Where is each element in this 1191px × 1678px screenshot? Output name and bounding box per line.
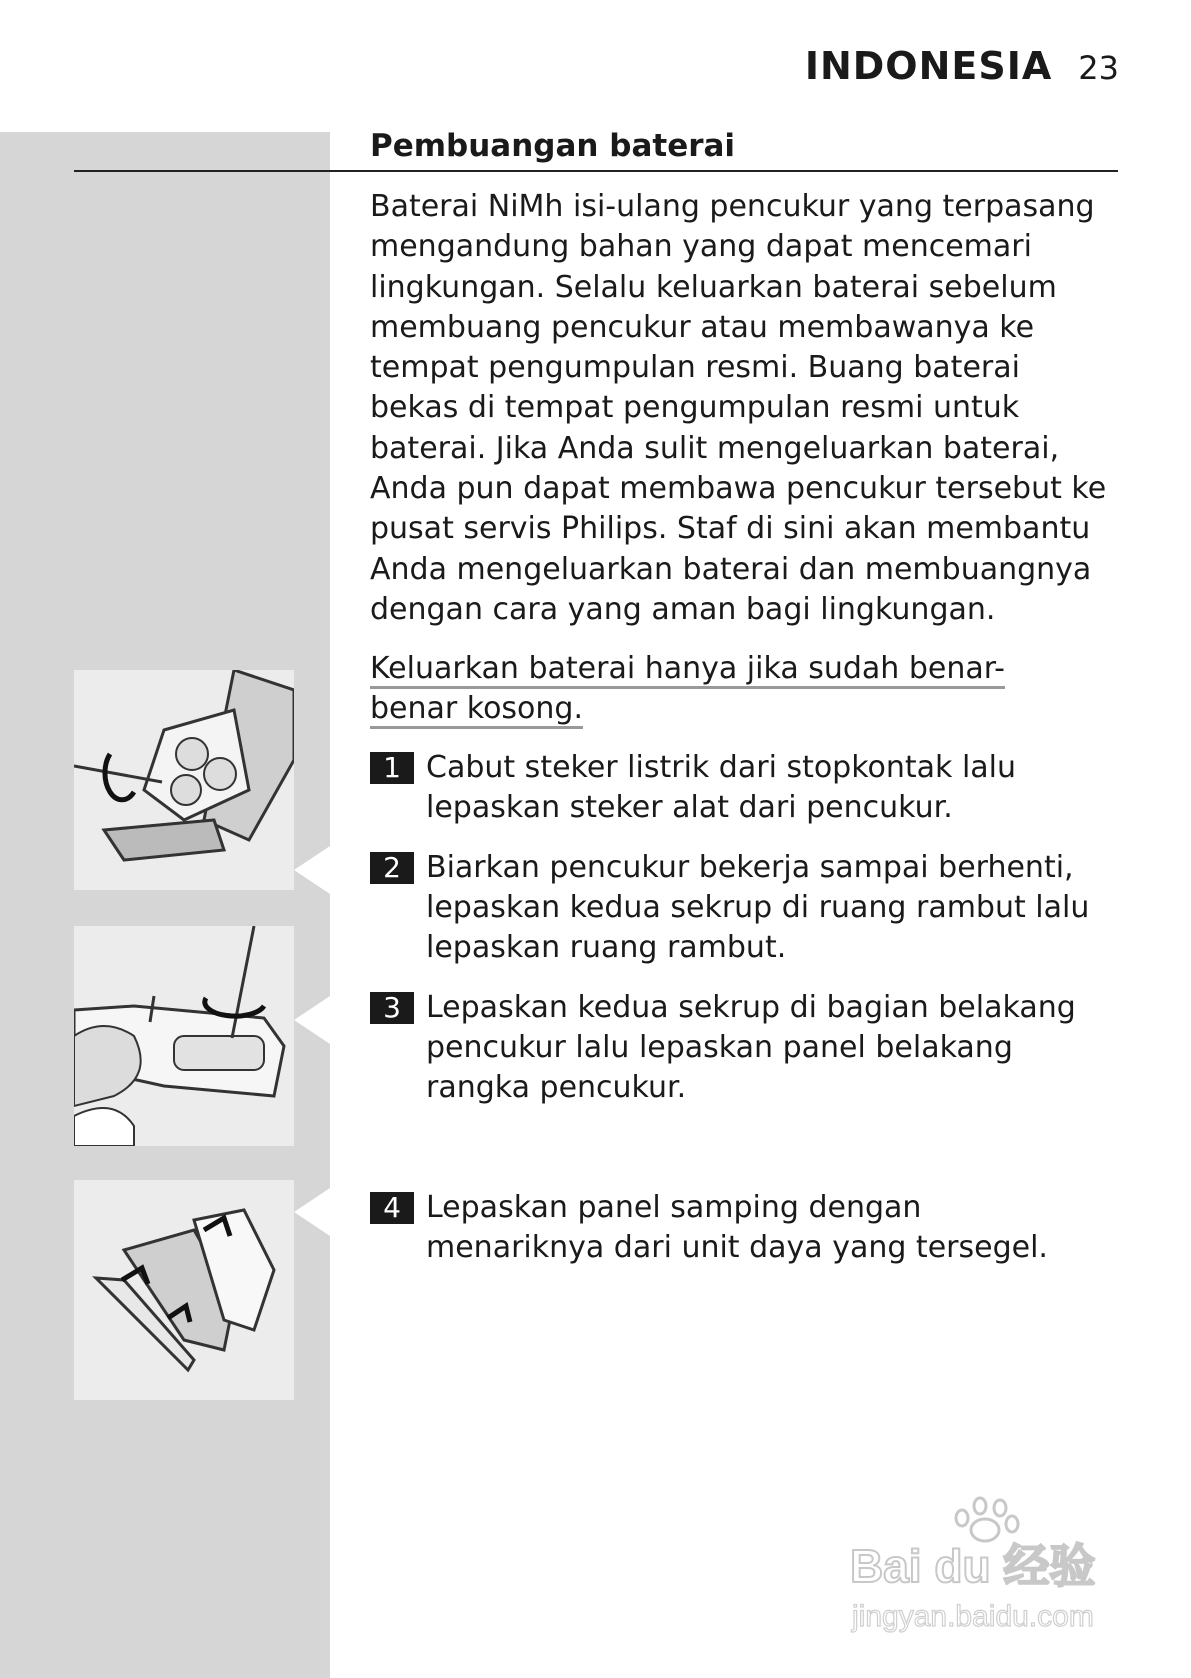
step-number: 4 bbox=[370, 1192, 414, 1224]
warning-text: Keluarkan baterai hanya jika sudah benar-benar kosong. bbox=[370, 651, 1005, 729]
shaver-panels-illustration bbox=[74, 1180, 294, 1400]
baidu-watermark bbox=[840, 1490, 1130, 1640]
step-1 bbox=[370, 748, 1110, 828]
shaver-back-illustration bbox=[74, 926, 294, 1146]
grey-margin-sidebar bbox=[0, 132, 330, 1678]
paw-logo-icon bbox=[956, 1498, 1018, 1541]
figure-pointer-3 bbox=[294, 1188, 330, 1236]
figure-remove-hair-chamber bbox=[74, 670, 294, 890]
step-text: Cabut steker listrik dari stopkontak lalu lepaskan steker alat dari pencukur. bbox=[426, 750, 1017, 825]
battery-disposal-paragraph: Baterai NiMh isi-ulang pencukur yang terpasang mengandung bahan yang dapat mencemari lingkungan. Selalu keluarkan baterai sebelum membuang pencukur atau membawanya ke tempat pengumpulan resmi. Buang baterai bekas di tempat pengumpulan resmi untuk baterai. Jika Anda sulit mengeluarkan baterai, Anda pun dapat membawa pencukur tersebut ke pusat servis Philips. Staf di sini akan membantu Anda mengeluarkan baterai dan membuangnya dengan cara yang aman bagi lingkungan. bbox=[370, 189, 1107, 627]
page-number: 23 bbox=[1078, 49, 1119, 87]
step-text: Lepaskan panel samping dengan menariknya dari unit daya yang tersegel. bbox=[426, 1190, 1048, 1265]
step-4 bbox=[370, 1188, 1110, 1268]
figure-remove-back-screws bbox=[74, 926, 294, 1146]
step-number: 2 bbox=[370, 852, 414, 884]
figure-pointer-1 bbox=[294, 846, 330, 894]
step-2 bbox=[370, 848, 1110, 968]
step-3 bbox=[370, 988, 1110, 1108]
language-heading: INDONESIA bbox=[804, 44, 1053, 88]
step-text: Biarkan pencukur bekerja sampai berhenti, lepaskan kedua sekrup di ruang rambut lalu lepaskan ruang rambut. bbox=[426, 850, 1090, 965]
watermark-brand: Bai du 经验 bbox=[850, 1540, 1096, 1592]
figure-remove-side-panels bbox=[74, 1180, 294, 1400]
section-title: Pembuangan baterai bbox=[370, 128, 736, 164]
figure-pointer-2 bbox=[294, 996, 330, 1044]
step-number: 3 bbox=[370, 992, 414, 1024]
shaver-head-illustration bbox=[74, 670, 294, 890]
watermark-url: jingyan.baidu.com bbox=[852, 1600, 1094, 1633]
step-number: 1 bbox=[370, 752, 414, 784]
page-header bbox=[805, 44, 1119, 88]
section-divider bbox=[74, 170, 1118, 172]
warning-note bbox=[370, 649, 1070, 729]
step-text: Lepaskan kedua sekrup di bagian belakang pencukur lalu lepaskan panel belakang rangka pencukur. bbox=[426, 990, 1076, 1105]
